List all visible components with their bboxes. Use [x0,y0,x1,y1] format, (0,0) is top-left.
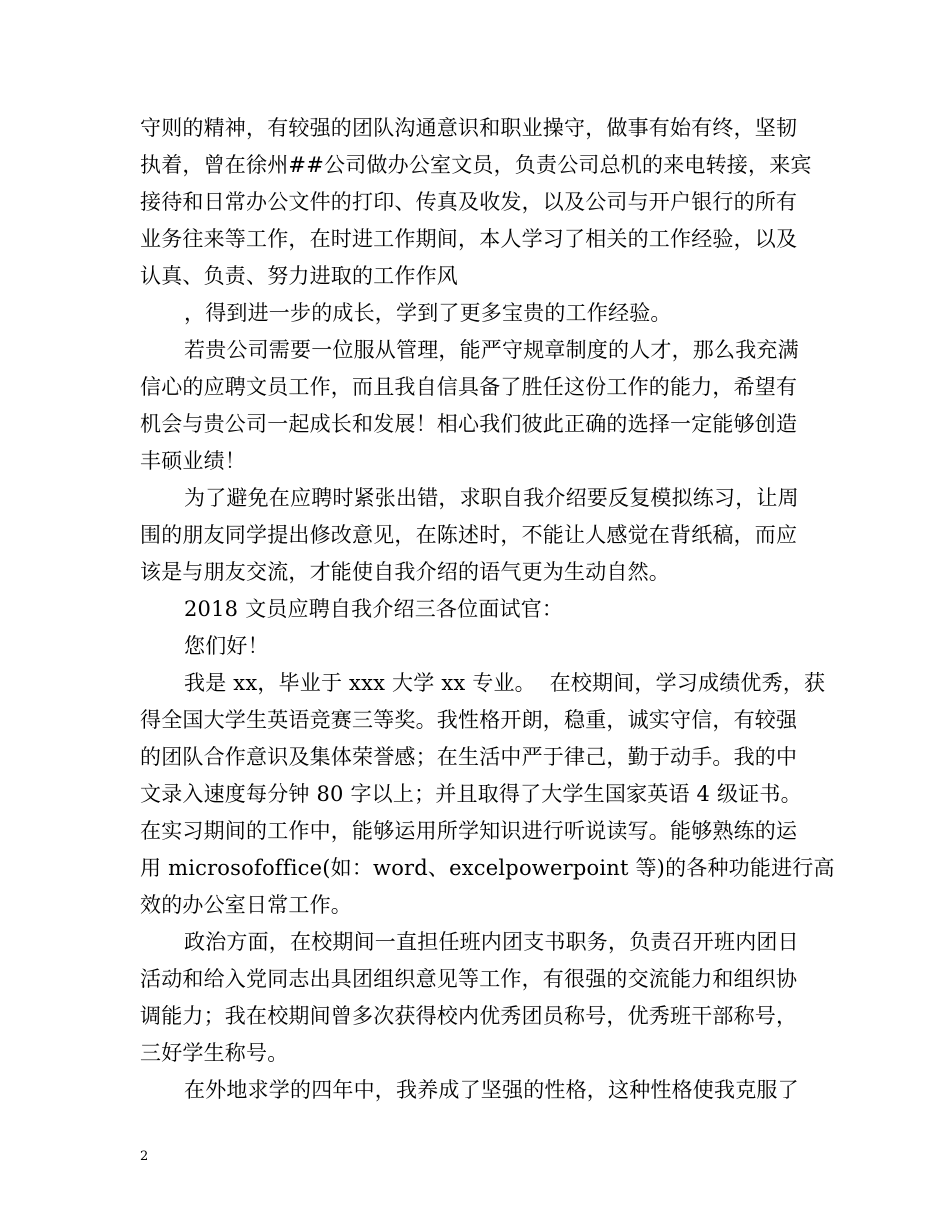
section-heading-line: 2018 文员应聘自我介绍三各位面试官： [184,597,564,621]
paragraph-start-line: 政治方面，在校期间一直担任班内团支书职务，负责召开班内团日 [184,930,799,954]
paragraph-start-line: 在外地求学的四年中，我养成了坚强的性格，这种性格使我克服了 [184,1078,799,1102]
text-line: 三好学生称号。 [140,1041,289,1065]
text-line: 在实习期间的工作中，能够运用所学知识进行听说读写。能够熟练的运 [140,819,798,843]
text-line: 丰硕业绩！ [140,449,246,473]
text-line: 接待和日常办公文件的打印、传真及收发，以及公司与开户银行的所有 [140,190,798,214]
paragraph-start-line: 我是 xx，毕业于 xxx 大学 xx 专业。 在校期间，学习成绩优秀，获 [184,671,826,695]
paragraph-start-line: 若贵公司需要一位服从管理，能严守规章制度的人才，那么我充满 [184,338,799,362]
text-line: 文录入速度每分钟 80 字以上；并且取得了大学生国家英语 4 级证书。 [140,782,802,806]
text-line: 业务往来等工作，在时进工作期间，本人学习了相关的工作经验，以及 [140,227,798,251]
text-line: 围的朋友同学提出修改意见，在陈述时，不能让人感觉在背纸稿，而应 [140,523,798,547]
text-line: ，得到进一步的成长，学到了更多宝贵的工作经验。 [184,301,672,325]
greeting-line: 您们好！ [184,634,269,658]
text-line: 该是与朋友交流，才能使自我介绍的语气更为生动自然。 [140,560,670,584]
text-line: 的团队合作意识及集体荣誉感；在生活中严于律己，勤于动手。我的中 [140,745,798,769]
text-line: 信心的应聘文员工作，而且我自信具备了胜任这份工作的能力，希望有 [140,375,798,399]
text-line: 得全国大学生英语竞赛三等奖。我性格开朗，稳重，诚实守信，有较强 [140,708,798,732]
paragraph-start-line: 为了避免在应聘时紧张出错，求职自我介绍要反复模拟练习，让周 [184,486,799,510]
text-line: 认真、负责、努力进取的工作作风 [140,264,458,288]
text-line: 调能力；我在校期间曾多次获得校内优秀团员称号，优秀班干部称号， [140,1004,798,1028]
text-line: 守则的精神，有较强的团队沟通意识和职业操守，做事有始有终，坚韧 [140,116,798,140]
text-line: 执着，曾在徐州##公司做办公室文员，负责公司总机的来电转接，来宾 [140,153,812,177]
page-number: 2 [140,1149,149,1164]
text-line: 用 microsofoffice(如：word、excelpowerpoint 等)的各种功能进行高 [140,856,835,880]
text-line: 机会与贵公司一起成长和发展！相心我们彼此正确的选择一定能够创造 [140,412,798,436]
text-line: 效的办公室日常工作。 [140,893,352,917]
text-line: 活动和给入党同志出具团组织意见等工作，有很强的交流能力和组织协 [140,967,798,991]
